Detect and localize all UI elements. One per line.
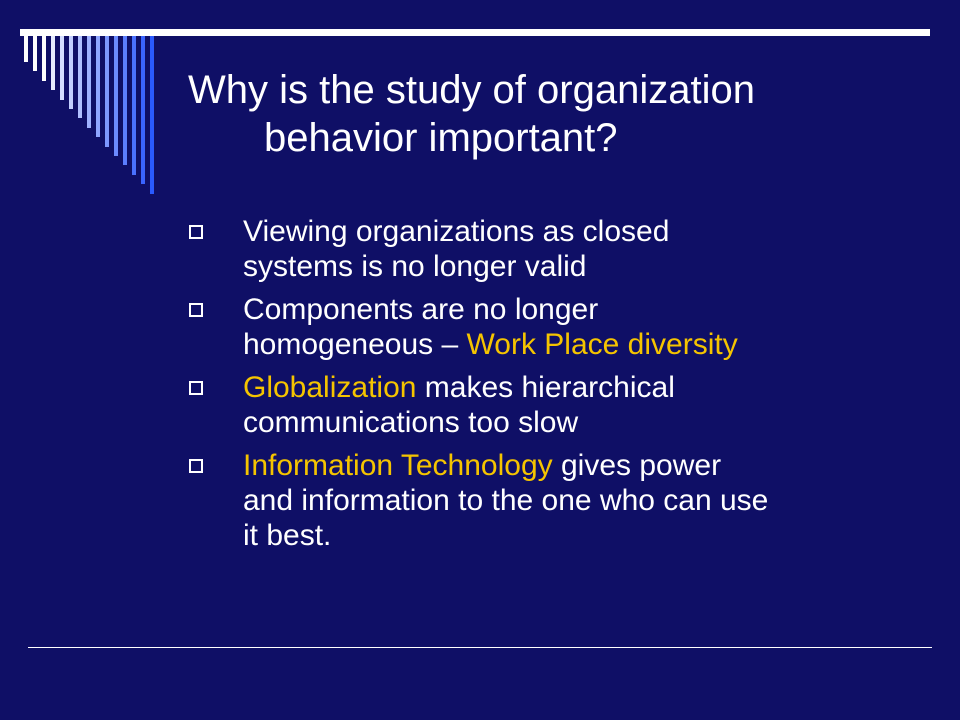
decorative-bar xyxy=(123,36,127,165)
decorative-bar xyxy=(69,36,73,109)
bullet-item xyxy=(186,292,906,362)
bullet-text: homogeneous – xyxy=(243,328,467,361)
bullet-text: makes hierarchical xyxy=(416,371,675,404)
top-divider-line xyxy=(20,29,930,36)
bullet-text: Components are no longer xyxy=(243,293,599,326)
slide-title xyxy=(188,66,908,162)
square-bullet-icon xyxy=(189,381,203,395)
decorative-bar xyxy=(51,36,55,90)
decorative-bar xyxy=(114,36,118,156)
decorative-bar xyxy=(33,36,37,71)
decorative-bar xyxy=(24,36,28,62)
highlighted-text: Information Technology xyxy=(243,449,553,482)
decorative-bar xyxy=(141,36,145,184)
decorative-bar xyxy=(105,36,109,147)
decorative-bar xyxy=(132,36,136,175)
highlighted-text: Work Place diversity xyxy=(466,328,738,361)
title-line-1: Why is the study of organization xyxy=(188,68,755,112)
square-bullet-icon xyxy=(189,459,203,473)
bullet-item xyxy=(186,214,906,284)
bullet-text: gives power xyxy=(552,449,722,482)
bullet-text: it best. xyxy=(243,519,332,552)
bullet-list xyxy=(186,214,906,561)
decorative-bar xyxy=(150,36,154,194)
bullet-text: Viewing organizations as closed xyxy=(243,215,670,248)
decorative-bar xyxy=(96,36,100,137)
bullet-text: systems is no longer valid xyxy=(243,250,587,283)
bullet-item xyxy=(186,448,906,553)
bullet-item xyxy=(186,370,906,440)
bullet-text: communications too slow xyxy=(243,406,579,439)
square-bullet-icon xyxy=(189,225,203,239)
bullet-text: and information to the one who can use xyxy=(243,484,769,517)
decorative-bar xyxy=(78,36,82,118)
square-bullet-icon xyxy=(189,303,203,317)
decorative-bar xyxy=(87,36,91,128)
bottom-divider-line xyxy=(28,647,932,648)
title-line-2: behavior important? xyxy=(264,116,618,160)
decorative-bar xyxy=(60,36,64,100)
highlighted-text: Globalization xyxy=(243,371,417,404)
decorative-bar xyxy=(42,36,46,81)
